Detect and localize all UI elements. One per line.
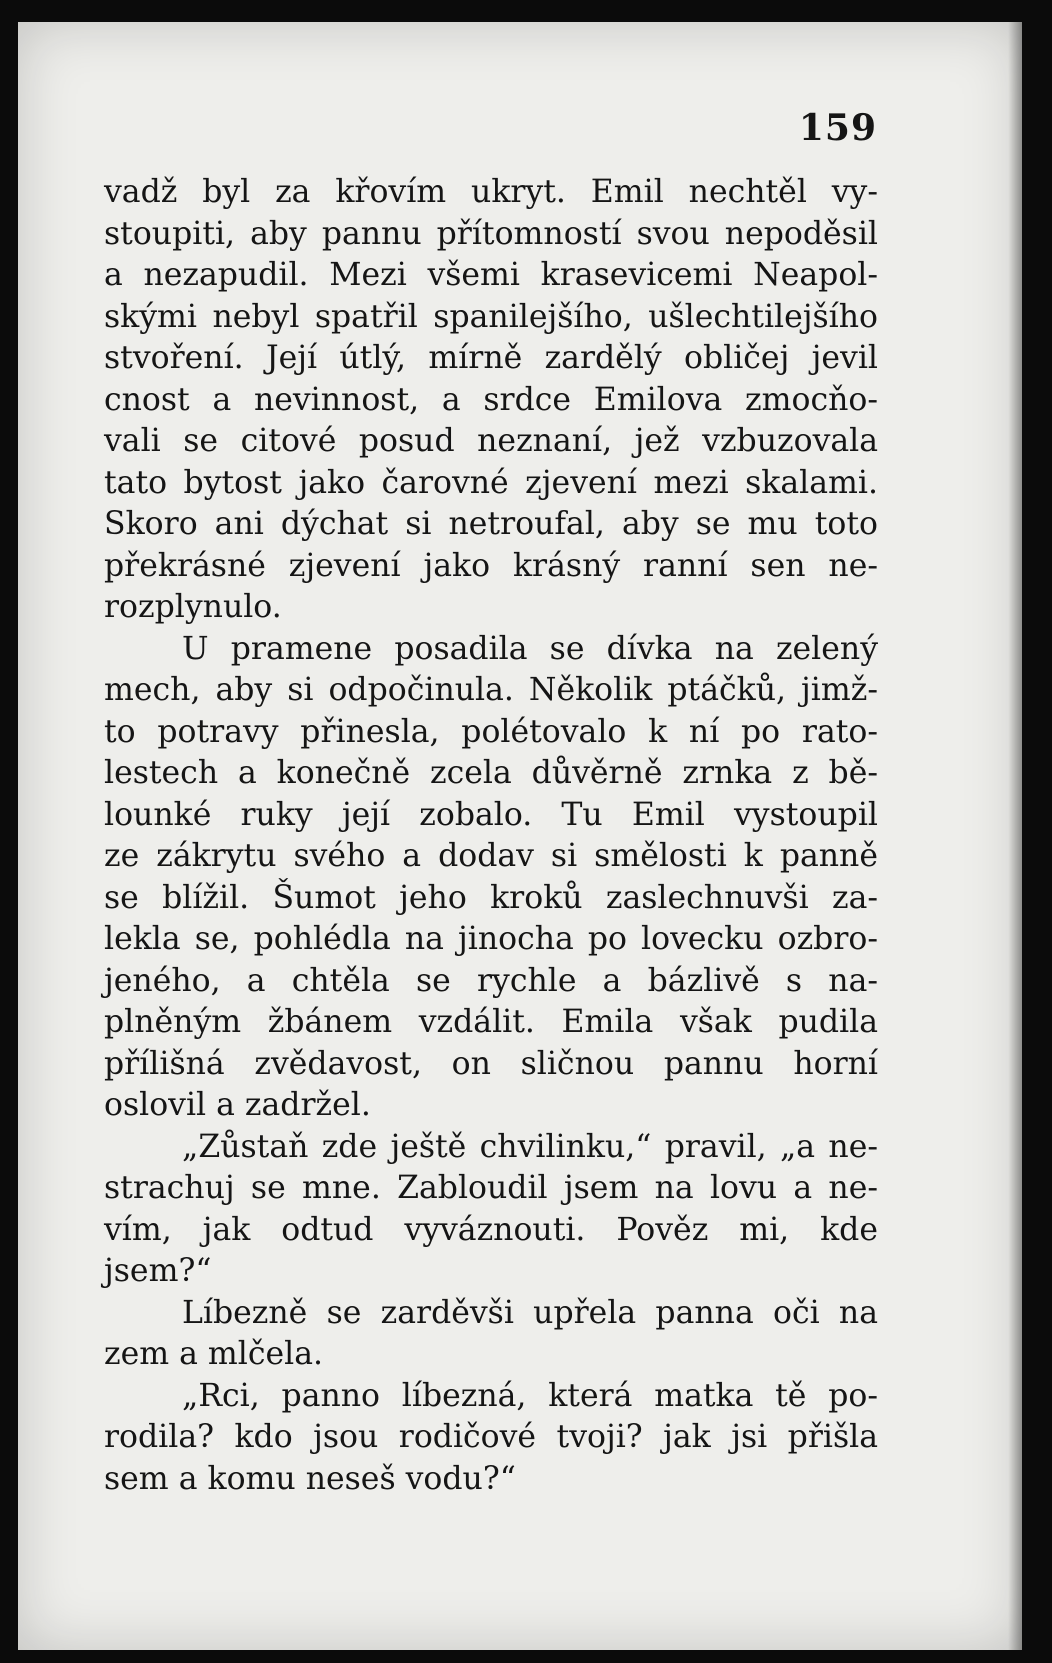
text-line: a nezapudil. Mezi všemi krasevicemi Neapol- <box>104 257 878 293</box>
text-line: rodila? kdo jsou rodičové tvoji? jak jsi přišla <box>104 1419 878 1455</box>
text-line: mech, aby si odpočinula. Několik ptáčků, jimž- <box>104 672 878 708</box>
text-line: oslovil a zadržel. <box>104 1087 371 1123</box>
text-line: vadž byl za křovím ukryt. Emil nechtěl vy- <box>104 174 878 210</box>
text-line: „Rci, panno líbezná, která matka tě po- <box>182 1377 878 1414</box>
text-line: lekla se, pohlédla na jinocha po lovecku ozbro- <box>104 921 878 957</box>
text-line: to potravy přinesla, polétovalo k ní po rato- <box>104 713 878 750</box>
text-line: vali se citové posud neznaní, jež vzbuzovala <box>104 423 878 459</box>
text-line: Líbezně se zarděvši upřela panna oči na <box>182 1294 878 1331</box>
text-line: „Zůstaň zde ještě chvilinku,“ pravil, „a ne- <box>182 1128 878 1165</box>
text-line: plněným žbánem vzdálit. Emila však pudila <box>104 1004 878 1040</box>
text-line: lestech a konečně zcela důvěrně zrnka z bě- <box>104 755 878 791</box>
text-line: U pramene posadila se dívka na zelený <box>182 630 878 667</box>
page-edge-shadow <box>1008 22 1022 1650</box>
text-line: se blížil. Šumot jeho kroků zaslechnuvši za- <box>104 879 878 916</box>
text-line: stvoření. Její útlý, mírně zardělý obličej jevil <box>104 340 878 376</box>
text-line: jeného, a chtěla se rychle a bázlivě s na- <box>104 962 878 999</box>
text-line: strachuj se mne. Zabloudil jsem na lovu a ne- <box>104 1170 878 1206</box>
text-line: rozplynulo. <box>104 589 282 625</box>
text-line: přílišná zvědavost, on sličnou pannu horní <box>104 1045 878 1082</box>
text-line: skými nebyl spatřil spanilejšího, ušlechtilejšího <box>104 298 878 335</box>
text-line: jsem?“ <box>104 1253 212 1289</box>
text-line: překrásné zjevení jako krásný ranní sen ne- <box>104 547 878 584</box>
page-number: 159 <box>798 107 877 149</box>
text-line: zem a mlčela. <box>104 1336 324 1372</box>
text-line: cnost a nevinnost, a srdce Emilova zmocňo- <box>104 381 878 418</box>
text-line: ze zákrytu svého a dodav si smělosti k panně <box>104 838 878 874</box>
text-line: vím, jak odtud vyváznouti. Pověz mi, kde <box>104 1211 878 1248</box>
text-line: Skoro ani dýchat si netroufal, aby se mu toto <box>104 506 878 542</box>
text-line: tato bytost jako čarovné zjevení mezi skalami. <box>104 464 878 501</box>
book-page <box>18 22 1022 1650</box>
text-line: stoupiti, aby pannu přítomností svou nepoděsil <box>104 215 878 252</box>
text-line: lounké ruky její zobalo. Tu Emil vystoupil <box>104 796 878 833</box>
text-line: sem a komu neseš vodu?“ <box>104 1460 516 1497</box>
body-text <box>104 172 878 1500</box>
